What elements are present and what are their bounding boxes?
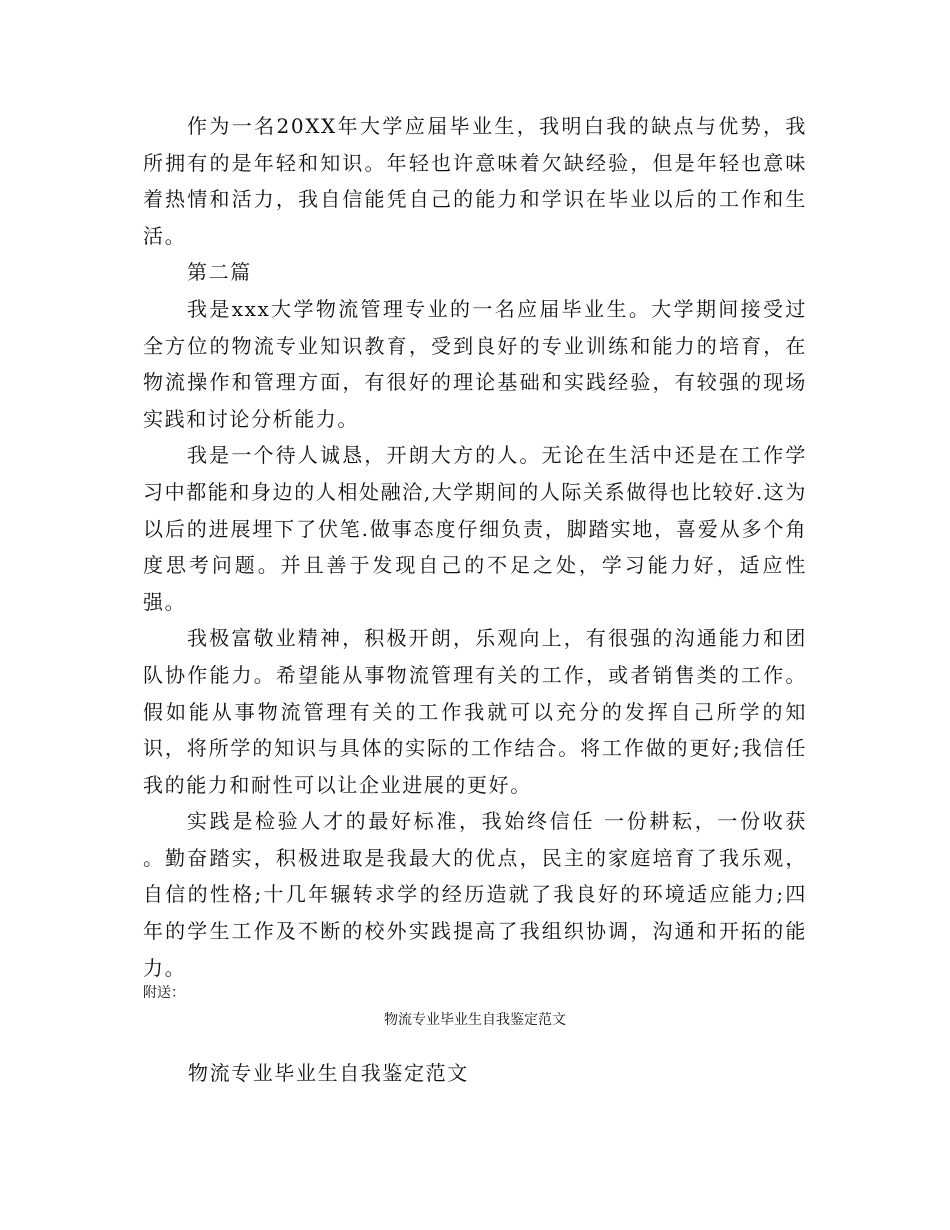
paragraph-career-goal: 我极富敬业精神，积极开朗，乐观向上，有很强的沟通能力和团队协作能力。希望能从事物流管理有关的工作，或者销售类的工作。假如能从事物流管理有关的工作我就可以充分的发挥自己所学的知识，将所学的知识与具体的实际的工作结合。将工作做的更好;我信任我的能力和耐性可以让企业进展的更好。	[143, 626, 807, 797]
paragraph-background: 我是xxx大学物流管理专业的一名应届毕业生。大学期间接受过全方位的物流专业知识教育，受到良好的专业训练和能力的培育，在物流操作和管理方面，有很好的理论基础和实践经验，有较强的现场实践和讨论分析能力。	[143, 296, 807, 431]
paragraph-intro: 作为一名20XX年大学应届毕业生，我明白我的缺点与优势，我所拥有的是年轻和知识。年轻也许意味着欠缺经验，但是年轻也意味着热情和活力，我自信能凭自己的能力和学识在毕业以后的工作和生活。	[143, 114, 807, 248]
appendix-label: 附送：	[143, 986, 185, 1001]
section-label-second: 第二篇	[187, 260, 252, 285]
paragraph-practice: 实践是检验人才的最好标准，我始终信任 一份耕耘，一份收获 。勤奋踏实，积极进取是我最大的优点，民主的家庭培育了我乐观，自信的性格;十几年辗转求学的经历造就了我良好的环境适应能力;四年的学生工作及不断的校外实践提高了我组织协调，沟通和开拓的能力。	[143, 809, 807, 980]
section-heading: 物流专业毕业生自我鉴定范文	[188, 1061, 469, 1085]
appendix-title: 物流专业毕业生自我鉴定范文	[384, 1013, 566, 1028]
document-body	[143, 108, 807, 986]
paragraph-personality: 我是一个待人诚恳，开朗大方的人。无论在生活中还是在工作学习中都能和身边的人相处融洽,大学期间的人际关系做得也比较好.这为以后的进展埋下了伏笔.做事态度仔细负责，脚踏实地，喜爱从多个角度思考问题。并且善于发现自己的不足之处，学习能力好，适应性强。	[143, 443, 807, 614]
